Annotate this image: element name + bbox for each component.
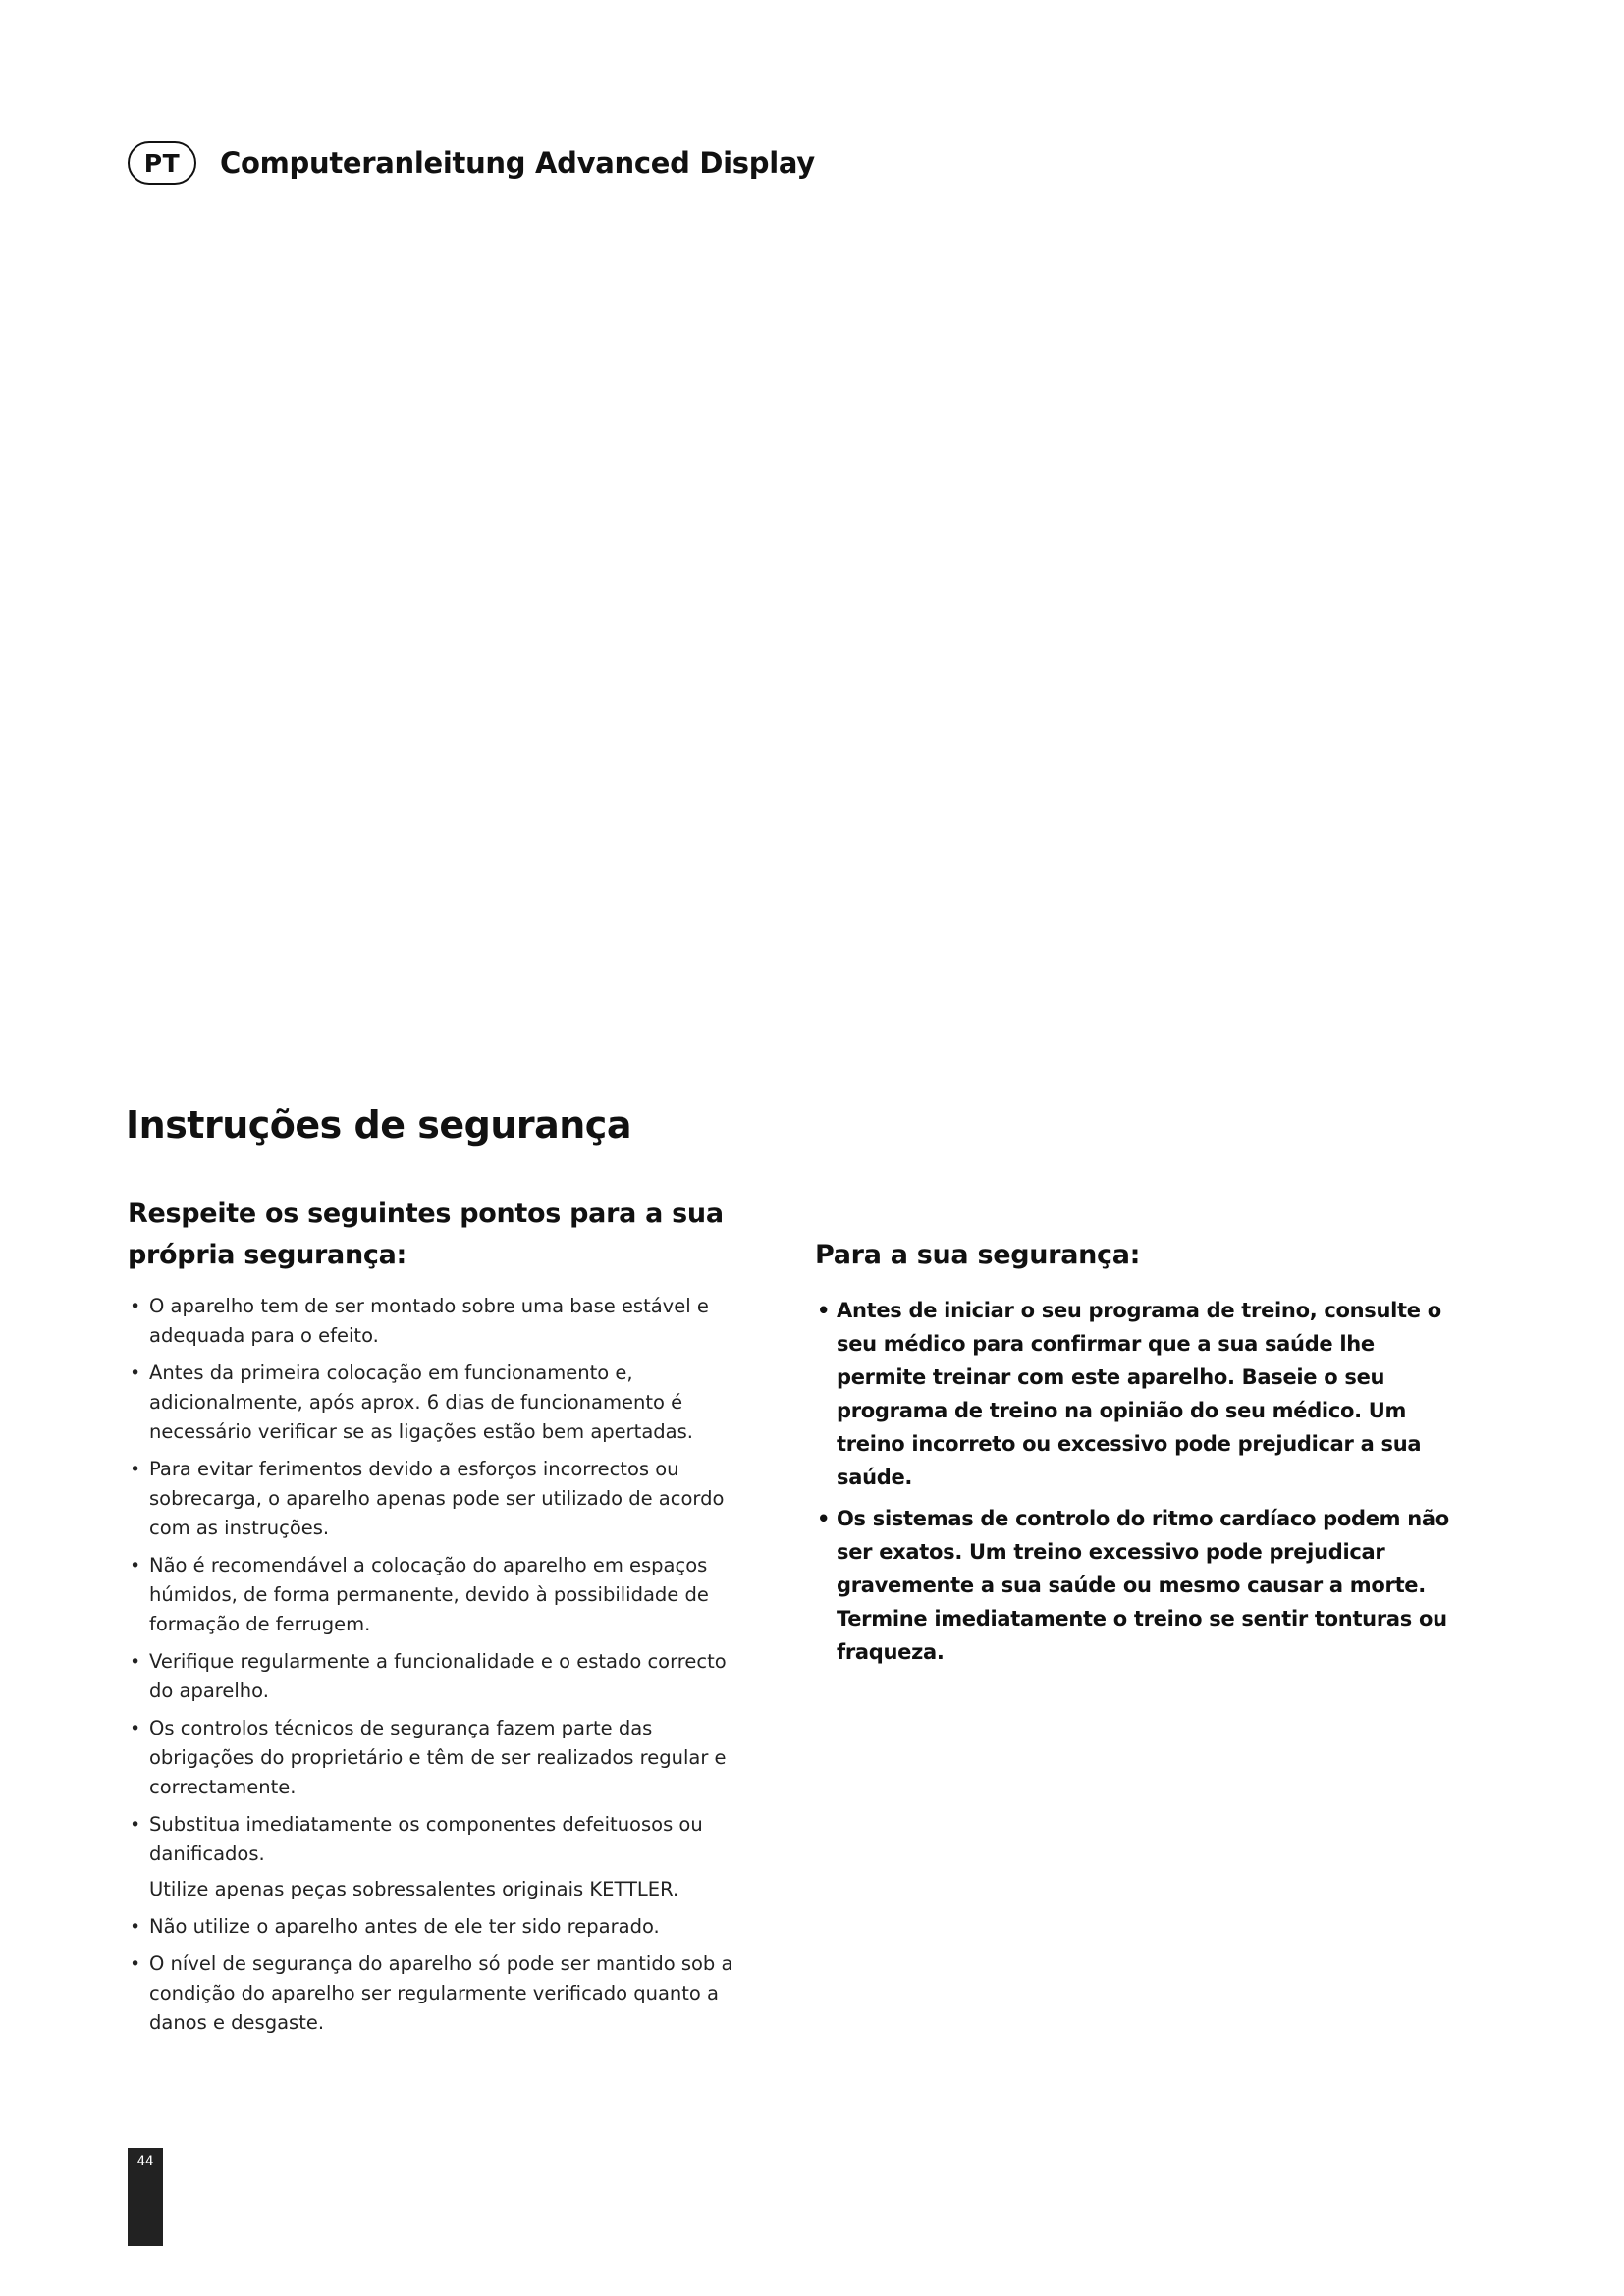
language-badge: PT: [128, 141, 196, 185]
list-item: • Verifique regularmente a funcionalidade e o estado correcto do aparelho.: [128, 1647, 756, 1706]
list-item-note: Utilize apenas peças sobressalentes originais KETTLER.: [149, 1878, 679, 1900]
page-number-tab: 44: [128, 2148, 163, 2246]
left-heading: Respeite os seguintes pontos para a sua própria segurança:: [128, 1199, 724, 1270]
right-safety-list: [815, 1294, 1463, 1669]
list-item: • O nível de segurança do aparelho só pode ser mantido sob a condição do aparelho ser regularmente verificado quanto a danos e desgaste.: [128, 1949, 756, 2038]
list-item: • Substitua imediatamente os componentes defeituosos ou danificados.: [128, 1810, 756, 1869]
list-item: • Não é recomendável a colocação do aparelho em espaços húmidos, de forma permanente, devido à possibilidade de formação de ferrugem.: [128, 1551, 756, 1639]
list-item: • Antes da primeira colocação em funcionamento e, adicionalmente, após aprox. 6 dias de funcionamento é necessário verificar se as ligações estão bem apertadas.: [128, 1359, 756, 1447]
section-title: Instruções de segurança: [126, 1103, 631, 1147]
document-header: [128, 139, 815, 187]
list-item: • O aparelho tem de ser montado sobre uma base estável e adequada para o efeito.: [128, 1292, 756, 1351]
left-column: [128, 1194, 756, 2046]
document-title: Computeranleitung Advanced Display: [220, 146, 815, 180]
list-item: • Os controlos técnicos de segurança fazem parte das obrigações do proprietário e têm de ser realizados regular e correctamente.: [128, 1714, 756, 1802]
right-heading: Para a sua segurança:: [815, 1240, 1141, 1270]
left-safety-list: [128, 1292, 756, 2038]
list-item: • Para evitar ferimentos devido a esforços incorrectos ou sobrecarga, o aparelho apenas pode ser utilizado de acordo com as instruções.: [128, 1455, 756, 1543]
right-column: [815, 1235, 1463, 1677]
list-item: • Antes de iniciar o seu programa de treino, consulte o seu médico para confirmar que a sua saúde lhe permite treinar com este aparelho. Baseie o seu programa de treino na opinião do seu médico. Um treino incorreto ou excessivo pode prejudicar a sua saúde.: [815, 1294, 1463, 1494]
list-item: • Não utilize o aparelho antes de ele ter sido reparado.: [128, 1912, 756, 1942]
list-item: • Os sistemas de controlo do ritmo cardíaco podem não ser exatos. Um treino excessivo pode prejudicar gravemente a sua saúde ou mesmo causar a morte. Termine imediatamente o treino se sentir tonturas ou fraqueza.: [815, 1502, 1463, 1669]
